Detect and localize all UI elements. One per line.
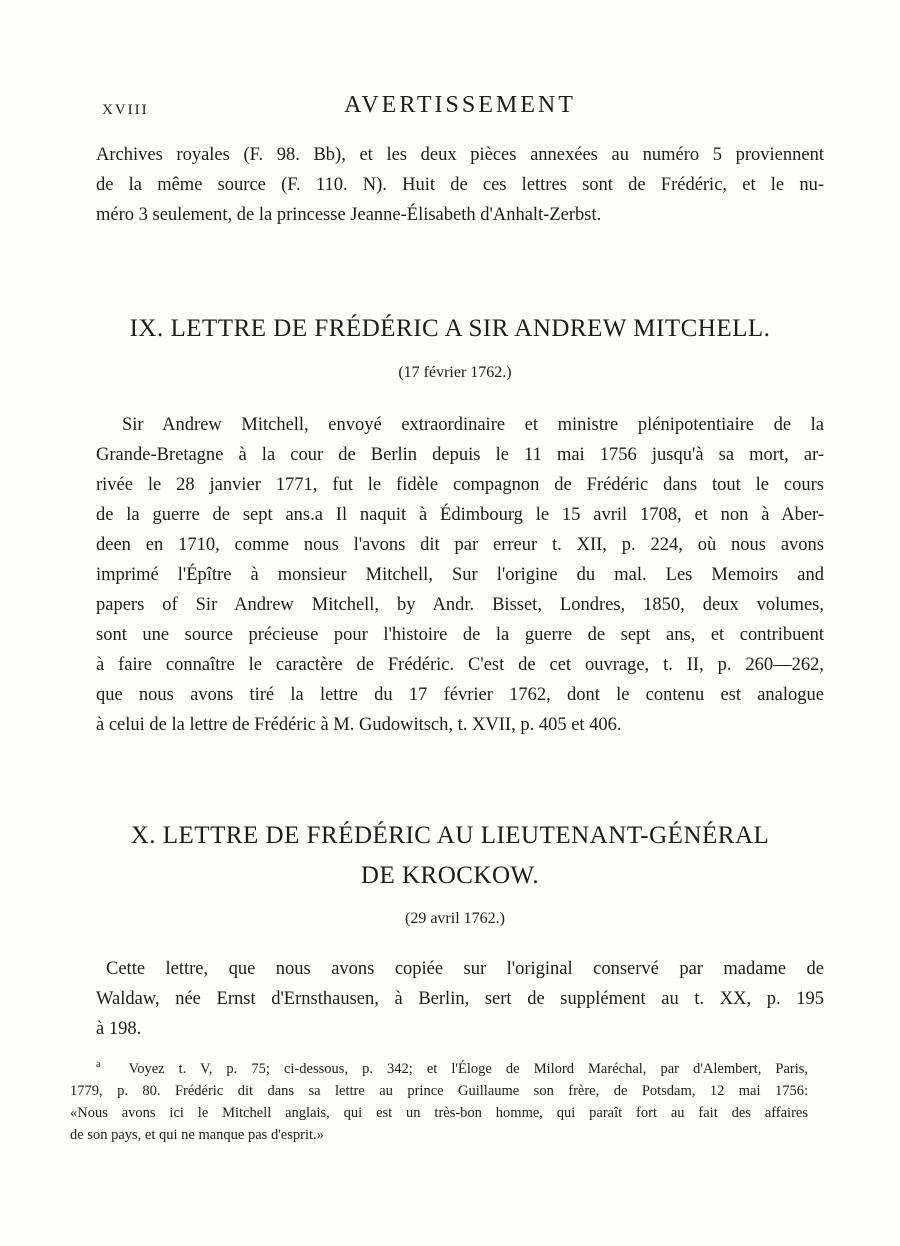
section-ix-date: (17 février 1762.) <box>398 364 512 381</box>
section-ix-line: à celui de la lettre de Frédéric à M. Gudowitsch, t. XVII, p. 405 et 406. <box>96 715 622 735</box>
section-ix-line: imprimé l'Épître à monsieur Mitchell, Sur l'origine du mal. Les Memoirs and <box>96 565 824 585</box>
section-ix-line: à faire connaître le caractère de Frédéric. C'est de cet ouvrage, t. II, p. 260—262, <box>96 655 824 675</box>
intro-paragraph <box>96 140 824 230</box>
section-x-paragraph <box>96 954 824 1044</box>
section-x-line: à 198. <box>96 1019 142 1039</box>
section-ix-line: deen en 1710, comme nous l'avons dit par erreur t. XII, p. 224, où nous avons <box>96 535 824 555</box>
section-ix-line: rivée le 28 janvier 1771, fut le fidèle compagnon de Frédéric dans tout le cours <box>96 475 824 495</box>
footnote-marker: a <box>96 1059 101 1071</box>
section-ix-line: papers of Sir Andrew Mitchell, by Andr. Bisset, Londres, 1850, deux volumes, <box>96 595 824 615</box>
section-ix-line: sont une source précieuse pour l'histoire de la guerre de sept ans, et contribuent <box>96 625 824 645</box>
footnote-line <box>70 1058 808 1080</box>
footnote <box>70 1058 808 1146</box>
intro-line: méro 3 seulement, de la princesse Jeanne-Élisabeth d'Anhalt-Zerbst. <box>96 205 602 225</box>
footnote-line: 1779, p. 80. Frédéric dit dans sa lettre au prince Guillaume son frère, de Potsdam, 12 mai 1756: <box>70 1083 808 1099</box>
section-ix-title: IX. LETTRE DE FRÉDÉRIC A SIR ANDREW MITCHELL. <box>129 315 771 342</box>
section-ix-line: Sir Andrew Mitchell, envoyé extraordinaire et ministre plénipotentiaire de la <box>122 415 824 435</box>
section-x-line: Waldaw, née Ernst d'Ernsthausen, à Berlin, sert de supplément au t. XX, p. 195 <box>96 989 824 1009</box>
section-ix-line: que nous avons tiré la lettre du 17 février 1762, dont le contenu est analogue <box>96 685 824 705</box>
section-ix-paragraph <box>96 410 824 740</box>
section-x-line: Cette lettre, que nous avons copiée sur l'original conservé par madame de <box>106 959 824 979</box>
page-number: XVIII <box>102 102 149 118</box>
section-ix-line: Grande-Bretagne à la cour de Berlin depuis le 11 mai 1756 jusqu'à sa mort, ar- <box>96 445 824 465</box>
section-ix-line: de la guerre de sept ans.a Il naquit à Édimbourg le 15 avril 1708, et non à Aber- <box>96 505 824 525</box>
footnote-line: de son pays, et qui ne manque pas d'esprit.» <box>70 1127 324 1143</box>
running-title: AVERTISSEMENT <box>344 92 576 118</box>
footnote-line-text: Voyez t. V, p. 75; ci-dessous, p. 342; et l'Éloge de Milord Maréchal, par d'Alembert, Paris, <box>128 1061 809 1077</box>
section-x-date: (29 avril 1762.) <box>405 910 505 927</box>
footnote-line: «Nous avons ici le Mitchell anglais, qui est un très-bon homme, qui paraît fort au fait des affaires <box>70 1105 808 1121</box>
section-x-title-line-2: DE KROCKOW. <box>360 862 540 889</box>
section-x-title-line-1: X. LETTRE DE FRÉDÉRIC AU LIEUTENANT-GÉNÉRAL <box>130 822 770 849</box>
intro-line: de la même source (F. 110. N). Huit de ces lettres sont de Frédéric, et le nu- <box>96 175 824 195</box>
intro-line: Archives royales (F. 98. Bb), et les deux pièces annexées au numéro 5 proviennent <box>96 145 824 165</box>
